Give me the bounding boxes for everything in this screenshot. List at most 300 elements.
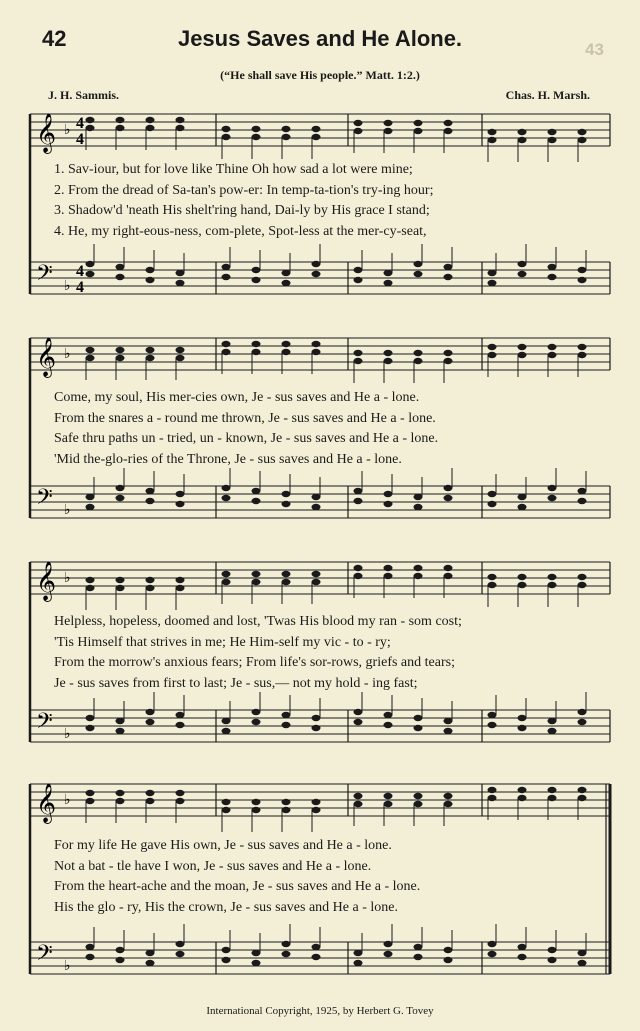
note-head: [282, 134, 291, 140]
note-head: [384, 350, 393, 356]
note-head: [414, 573, 423, 579]
note-head: [222, 126, 231, 132]
lyric-line: 3. Shadow'd 'neath His shelt'ring hand, Dai-ly by His grace I stand;: [54, 203, 430, 218]
note-head: [146, 488, 155, 494]
note-head: [116, 585, 125, 591]
note-head: [176, 722, 185, 728]
note-head: [176, 347, 185, 353]
note-head: [518, 954, 527, 960]
note-head: [252, 579, 261, 585]
note-head: [578, 787, 587, 793]
lyric-line: 'Tis Himself that strives in me; He Him-self my vic - to - ry;: [54, 634, 391, 650]
note-head: [222, 718, 231, 724]
lyric-line: From the morrow's anxious fears; From life's sor-rows, griefs and tears;: [54, 655, 455, 670]
note-head: [384, 128, 393, 134]
note-head: [176, 941, 185, 947]
copyright-notice: International Copyright, 1925, by Herbert G. Tovey: [206, 1005, 434, 1017]
note-head: [354, 128, 363, 134]
note-head: [518, 261, 527, 267]
treble-clef-icon: 𝄞: [36, 337, 57, 377]
note-head: [444, 495, 453, 501]
note-head: [488, 574, 497, 580]
note-head: [116, 125, 125, 131]
note-head: [548, 947, 557, 953]
note-head: [444, 358, 453, 364]
note-head: [252, 807, 261, 813]
note-head: [176, 355, 185, 361]
note-head: [116, 355, 125, 361]
lyric-line: From the heart-ache and the moan, Je - sus saves and He a - lone.: [54, 879, 421, 894]
note-head: [414, 494, 423, 500]
note-head: [488, 137, 497, 143]
note-head: [86, 347, 95, 353]
note-head: [146, 347, 155, 353]
note-head: [518, 715, 527, 721]
note-head: [444, 485, 453, 491]
time-signature-bottom: 4: [76, 131, 84, 148]
note-head: [384, 491, 393, 497]
note-head: [282, 571, 291, 577]
note-head: [222, 341, 231, 347]
note-head: [252, 709, 261, 715]
time-signature-top: 4: [76, 263, 84, 280]
lyric-line: Je - sus saves from first to last; Je - sus,— not my hold - ing fast;: [54, 675, 418, 691]
note-head: [488, 280, 497, 286]
note-head: [312, 126, 321, 132]
note-head: [548, 344, 557, 350]
bass-clef-icon: 𝄢: [36, 485, 53, 515]
note-head: [312, 944, 321, 950]
note-head: [86, 504, 95, 510]
note-head: [116, 947, 125, 953]
note-head: [444, 957, 453, 963]
note-head: [384, 801, 393, 807]
note-head: [86, 715, 95, 721]
note-head: [444, 718, 453, 724]
hymn-title: Jesus Saves and He Alone.: [177, 26, 463, 51]
bleed-through-page-number: 43: [585, 40, 604, 59]
note-head: [176, 270, 185, 276]
note-head: [146, 719, 155, 725]
note-head: [282, 341, 291, 347]
note-head: [444, 565, 453, 571]
time-signature-bottom: 4: [76, 279, 84, 296]
note-head: [282, 722, 291, 728]
note-head: [488, 941, 497, 947]
note-head: [578, 709, 587, 715]
note-head: [444, 793, 453, 799]
lyric-line: Not a bat - tle have I won, Je - sus saves and He a - lone.: [54, 858, 372, 874]
note-head: [384, 270, 393, 276]
note-head: [282, 280, 291, 286]
hymn-number: 42: [42, 26, 67, 51]
note-head: [518, 725, 527, 731]
note-head: [252, 488, 261, 494]
note-head: [354, 277, 363, 283]
note-head: [252, 267, 261, 273]
note-head: [518, 129, 527, 135]
note-head: [86, 798, 95, 804]
note-head: [488, 722, 497, 728]
note-head: [146, 577, 155, 583]
note-head: [282, 799, 291, 805]
note-head: [312, 579, 321, 585]
note-head: [176, 951, 185, 957]
note-head: [146, 498, 155, 504]
note-head: [578, 344, 587, 350]
note-head: [578, 795, 587, 801]
note-head: [444, 728, 453, 734]
note-head: [282, 349, 291, 355]
note-head: [578, 277, 587, 283]
bass-clef-icon: 𝄢: [36, 261, 53, 291]
note-head: [222, 579, 231, 585]
note-head: [282, 712, 291, 718]
note-head: [282, 807, 291, 813]
lyrics-block-4: [54, 836, 622, 918]
note-head: [578, 267, 587, 273]
note-head: [146, 117, 155, 123]
note-head: [176, 585, 185, 591]
note-head: [444, 264, 453, 270]
note-head: [222, 728, 231, 734]
note-head: [312, 261, 321, 267]
note-head: [548, 574, 557, 580]
note-head: [252, 498, 261, 504]
note-head: [384, 951, 393, 957]
note-head: [354, 358, 363, 364]
note-head: [252, 950, 261, 956]
note-head: [282, 579, 291, 585]
bass-clef-icon: 𝄢: [36, 709, 53, 739]
note-head: [86, 355, 95, 361]
note-head: [252, 134, 261, 140]
note-head: [146, 798, 155, 804]
note-head: [384, 722, 393, 728]
note-head: [146, 125, 155, 131]
note-head: [384, 941, 393, 947]
note-head: [548, 129, 557, 135]
note-head: [116, 957, 125, 963]
note-head: [116, 798, 125, 804]
treble-clef-icon: 𝄞: [36, 113, 57, 153]
note-head: [176, 577, 185, 583]
note-head: [578, 488, 587, 494]
note-head: [86, 271, 95, 277]
scripture-reference: (“He shall save His people.” Matt. 1:2.): [220, 68, 420, 82]
note-head: [548, 495, 557, 501]
note-head: [488, 501, 497, 507]
note-head: [312, 807, 321, 813]
note-head: [384, 565, 393, 571]
note-head: [146, 950, 155, 956]
lyric-line: 1. Sav-iour, but for love like Thine Oh how sad a lot were mine;: [54, 162, 413, 177]
note-head: [488, 787, 497, 793]
note-head: [354, 573, 363, 579]
note-head: [414, 261, 423, 267]
note-head: [222, 947, 231, 953]
note-head: [116, 718, 125, 724]
note-head: [548, 352, 557, 358]
time-signature-top: 4: [76, 115, 84, 132]
note-head: [282, 951, 291, 957]
note-head: [86, 790, 95, 796]
note-head: [414, 271, 423, 277]
note-head: [354, 801, 363, 807]
note-head: [312, 134, 321, 140]
flat-sign-icon: ♭: [64, 123, 71, 138]
lyricist-credit: J. H. Sammis.: [48, 88, 120, 102]
lyrics-block-2: [54, 388, 622, 470]
note-head: [578, 352, 587, 358]
note-head: [116, 495, 125, 501]
lyric-line: 'Mid the-glo-ries of the Throne, Je - sus saves and He a - lone.: [54, 451, 402, 467]
note-head: [86, 125, 95, 131]
note-head: [548, 795, 557, 801]
note-head: [354, 719, 363, 725]
note-head: [312, 504, 321, 510]
note-head: [488, 270, 497, 276]
flat-sign-icon: ♭: [64, 279, 71, 294]
note-head: [414, 725, 423, 731]
note-head: [146, 355, 155, 361]
treble-clef-icon: 𝄞: [36, 783, 57, 823]
note-head: [312, 571, 321, 577]
note-head: [86, 944, 95, 950]
note-head: [282, 491, 291, 497]
note-head: [176, 501, 185, 507]
note-head: [222, 485, 231, 491]
note-head: [86, 494, 95, 500]
note-head: [578, 498, 587, 504]
note-head: [444, 350, 453, 356]
note-head: [252, 960, 261, 966]
note-head: [252, 799, 261, 805]
note-head: [384, 793, 393, 799]
note-head: [518, 795, 527, 801]
note-head: [354, 960, 363, 966]
note-head: [488, 352, 497, 358]
note-head: [444, 120, 453, 126]
note-head: [518, 574, 527, 580]
note-head: [414, 565, 423, 571]
note-head: [252, 277, 261, 283]
note-head: [414, 120, 423, 126]
note-head: [146, 267, 155, 273]
flat-sign-icon: ♭: [64, 503, 71, 518]
note-head: [488, 491, 497, 497]
note-head: [282, 270, 291, 276]
note-head: [354, 565, 363, 571]
note-head: [116, 790, 125, 796]
lyric-line: For my life He gave His own, Je - sus saves and He a - lone.: [54, 838, 392, 853]
note-head: [414, 954, 423, 960]
note-head: [146, 585, 155, 591]
note-head: [222, 799, 231, 805]
note-head: [86, 577, 95, 583]
flat-sign-icon: ♭: [64, 793, 71, 808]
note-head: [312, 799, 321, 805]
note-head: [252, 719, 261, 725]
note-head: [146, 277, 155, 283]
note-head: [252, 341, 261, 347]
bass-clef-icon: 𝄢: [36, 941, 53, 971]
note-head: [354, 350, 363, 356]
note-head: [312, 494, 321, 500]
note-head: [222, 957, 231, 963]
note-head: [384, 120, 393, 126]
note-head: [222, 349, 231, 355]
note-head: [548, 264, 557, 270]
note-head: [312, 715, 321, 721]
note-head: [116, 264, 125, 270]
note-head: [354, 709, 363, 715]
note-head: [488, 582, 497, 588]
note-head: [312, 271, 321, 277]
note-head: [86, 725, 95, 731]
note-head: [222, 807, 231, 813]
note-head: [414, 801, 423, 807]
note-head: [548, 718, 557, 724]
lyrics-block-1: [54, 160, 622, 242]
note-head: [86, 117, 95, 123]
note-head: [384, 573, 393, 579]
note-head: [86, 585, 95, 591]
note-head: [548, 787, 557, 793]
note-head: [444, 947, 453, 953]
note-head: [312, 725, 321, 731]
note-head: [312, 341, 321, 347]
note-head: [518, 137, 527, 143]
note-head: [252, 571, 261, 577]
note-head: [488, 951, 497, 957]
lyric-line: His the glo - ry, His the crown, Je - sus saves and He a - lone.: [54, 899, 398, 915]
note-head: [414, 128, 423, 134]
note-head: [176, 125, 185, 131]
note-head: [548, 274, 557, 280]
note-head: [312, 349, 321, 355]
note-head: [312, 954, 321, 960]
note-head: [578, 137, 587, 143]
note-head: [176, 798, 185, 804]
note-head: [518, 352, 527, 358]
note-head: [518, 494, 527, 500]
treble-clef-icon: 𝄞: [36, 561, 57, 601]
note-head: [176, 790, 185, 796]
note-head: [222, 264, 231, 270]
note-head: [146, 960, 155, 966]
note-head: [488, 344, 497, 350]
note-head: [354, 120, 363, 126]
note-head: [488, 129, 497, 135]
note-head: [176, 280, 185, 286]
note-head: [414, 793, 423, 799]
note-head: [116, 577, 125, 583]
note-head: [222, 134, 231, 140]
note-head: [548, 485, 557, 491]
note-head: [444, 801, 453, 807]
note-head: [176, 117, 185, 123]
note-head: [86, 954, 95, 960]
note-head: [384, 712, 393, 718]
note-head: [518, 582, 527, 588]
note-head: [548, 137, 557, 143]
note-head: [282, 126, 291, 132]
note-head: [414, 350, 423, 356]
flat-sign-icon: ♭: [64, 347, 71, 362]
note-head: [578, 129, 587, 135]
note-head: [444, 128, 453, 134]
note-head: [548, 582, 557, 588]
note-head: [116, 485, 125, 491]
flat-sign-icon: ♭: [64, 959, 71, 974]
note-head: [518, 504, 527, 510]
note-head: [116, 347, 125, 353]
note-head: [578, 582, 587, 588]
note-head: [222, 571, 231, 577]
note-head: [252, 126, 261, 132]
note-head: [518, 344, 527, 350]
note-head: [354, 488, 363, 494]
note-head: [488, 712, 497, 718]
note-head: [282, 941, 291, 947]
note-head: [548, 957, 557, 963]
note-head: [116, 728, 125, 734]
note-head: [252, 349, 261, 355]
lyrics-block-3: [54, 612, 622, 694]
lyric-line: 4. He, my right-eous-ness, com-plete, Spot-less at the mer-cy-seat,: [54, 223, 427, 239]
note-head: [384, 501, 393, 507]
note-head: [86, 261, 95, 267]
lyric-line: From the snares a - round me thrown, Je - sus saves and He a - lone.: [54, 410, 436, 426]
note-head: [518, 271, 527, 277]
flat-sign-icon: ♭: [64, 727, 71, 742]
note-head: [414, 358, 423, 364]
note-head: [116, 117, 125, 123]
lyric-line: Helpless, hopeless, doomed and lost, 'Twas His blood my ran - som cost;: [54, 614, 462, 629]
note-head: [518, 787, 527, 793]
lyric-line: 2. From the dread of Sa-tan's pow-er: In temp-ta-tion's try-ing hour;: [54, 182, 434, 198]
note-head: [176, 712, 185, 718]
note-head: [578, 960, 587, 966]
note-head: [354, 498, 363, 504]
note-head: [282, 501, 291, 507]
lyric-line: Come, my soul, His mer-cies own, Je - sus saves and He a - lone.: [54, 390, 420, 405]
note-head: [578, 574, 587, 580]
note-head: [488, 795, 497, 801]
note-head: [414, 944, 423, 950]
note-head: [354, 950, 363, 956]
note-head: [518, 944, 527, 950]
note-head: [176, 491, 185, 497]
note-head: [384, 358, 393, 364]
note-head: [384, 280, 393, 286]
note-head: [146, 790, 155, 796]
note-head: [222, 495, 231, 501]
lyric-line: Safe thru paths un - tried, un - known, Je - sus saves and He a - lone.: [54, 431, 439, 446]
note-head: [354, 267, 363, 273]
note-head: [578, 950, 587, 956]
note-head: [146, 709, 155, 715]
note-head: [444, 274, 453, 280]
note-head: [578, 719, 587, 725]
note-head: [222, 274, 231, 280]
note-head: [414, 715, 423, 721]
note-head: [548, 728, 557, 734]
note-head: [414, 504, 423, 510]
note-head: [116, 274, 125, 280]
note-head: [354, 793, 363, 799]
